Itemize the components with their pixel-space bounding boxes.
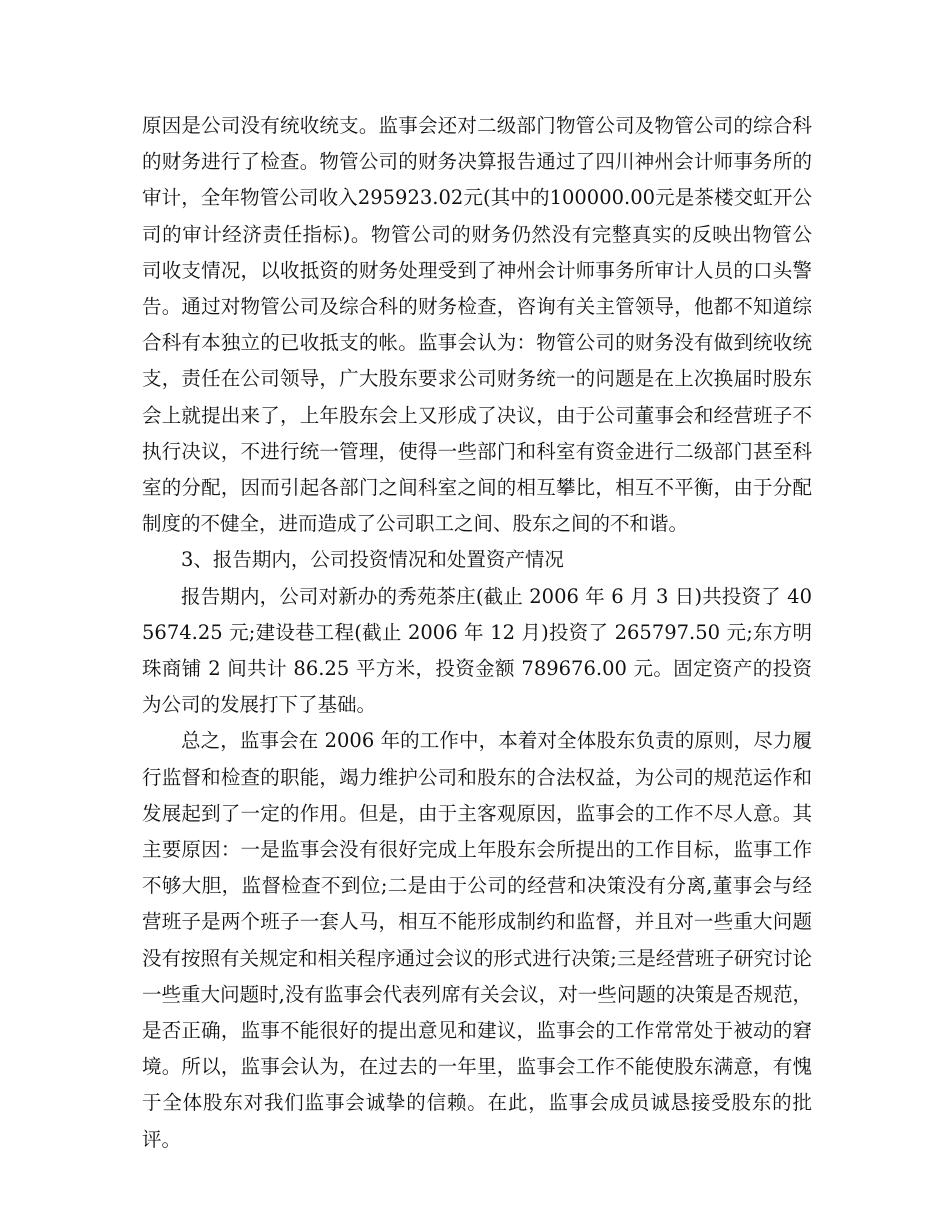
paragraph-finance-inspection: 原因是公司没有统收统支。监事会还对二级部门物管公司及物管公司的综合科的财务进行了检查。物管公司的财务决算报告通过了四川神州会计师事务所的审计，全年物管公司收入295923.02元(其中的100000.00元是茶楼交虹开公司的审计经济责任指标)。物管公司的财务仍然没有完整真实的反映出物管公司收支情况，以收抵资的财务处理受到了神州会计师事务所审计人员的口头警告。通过对物管公司及综合科的财务检查，咨询有关主管领导，他都不知道综合科有本独立的已收抵支的帐。监事会认为：物管公司的财务没有做到统收统支，责任在公司领导，广大股东要求公司财务统一的问题是在上次换届时股东会上就提出来了，上年股东会上又形成了决议，由于公司董事会和经营班子不执行决议，不进行统一管理，使得一些部门和科室有资金进行二级部门甚至科室的分配，因而引起各部门之间科室之间的相互攀比，相互不平衡，由于分配制度的不健全，进而造成了公司职工之间、股东之间的不和谐。 (142, 114, 812, 536)
paragraph-summary: 总之，监事会在 2006 年的工作中，本着对全体股东负责的原则，尽力履行监督和检查的职能，竭力维护公司和股东的合法权益，为公司的规范运作和发展起到了一定的作用。但是，由于主客观原因，监事会的工作不尽人意。其主要原因：一是监事会没有很好完成上年股东会所提出的工作目标，监事工作不够大胆，监督检查不到位;二是由于公司的经营和决策没有分离,董事会与经营班子是两个班子一套人马，相互不能形成制约和监督，并且对一些重大问题没有按照有关规定和相关程序通过会议的形式进行决策;三是经营班子研究讨论一些重大问题时,没有监事会代表列席有关会议，对一些问题的决策是否规范，是否正确，监事不能很好的提出意见和建议，监事会的工作常常处于被动的窘境。所以，监事会认为，在过去的一年里，监事会工作不能使股东满意，有愧于全体股东对我们监事会诚挚的信赖。在此，监事会成员诚恳接受股东的批评。 (142, 729, 812, 1151)
section-heading-investment: 3、报告期内，公司投资情况和处置资产情况 (181, 548, 564, 572)
document-body (142, 108, 812, 1158)
paragraph-investment-details: 报告期内，公司对新办的秀苑茶庄(截止 2006 年 6 月 3 日)共投资了 405674.25 元;建设巷工程(截止 2006 年 12 月)投资了 265797.50 元;东方明珠商铺 2 间共计 86.25 平方米，投资金额 789676.00 元。固定资产的投资为公司的发展打下了基础。 (142, 584, 812, 717)
